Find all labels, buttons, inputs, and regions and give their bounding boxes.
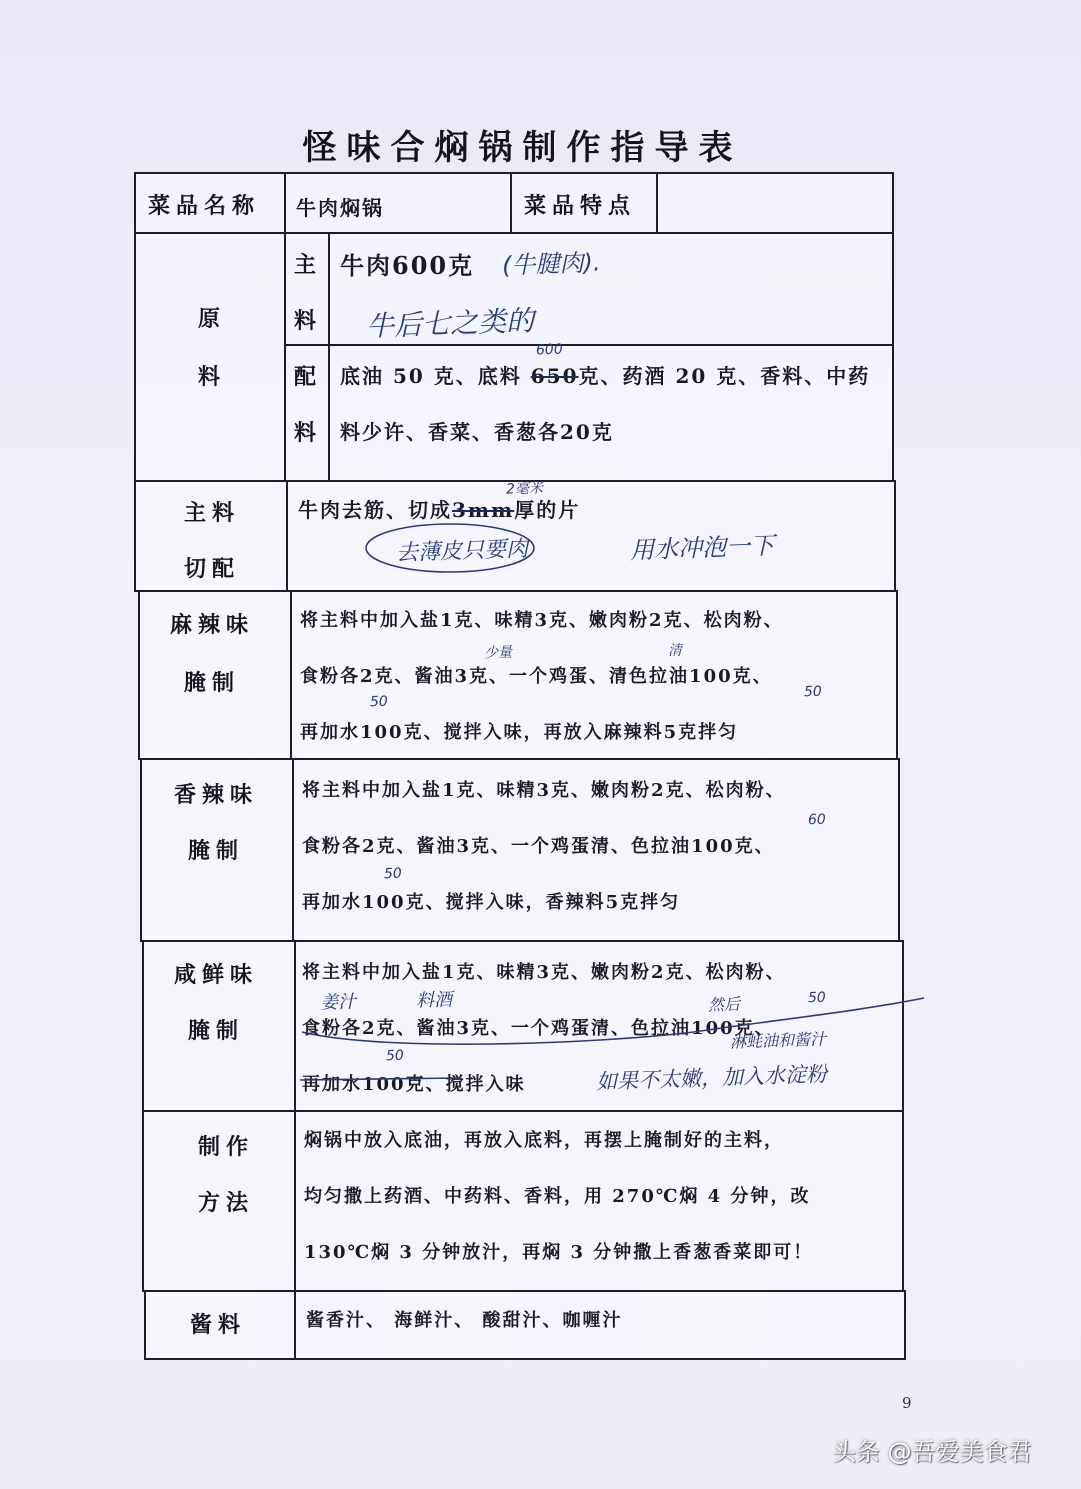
feature-value-cell bbox=[656, 172, 894, 234]
mala-line-3: 再加水100克、搅拌入味，再放入麻辣料5克拌匀 bbox=[300, 722, 739, 743]
method-line-2: 均匀撒上药酒、中药料、香料，用 270℃焖 4 分钟，改 bbox=[304, 1186, 811, 1207]
aux-line-1-part-a: 底油 50 克、底料 bbox=[340, 364, 531, 388]
xianxian-label-2: 腌制 bbox=[188, 1018, 245, 1044]
mala-line-2: 食粉各2克、酱油3克、一个鸡蛋、清色拉油100克、 bbox=[300, 666, 773, 687]
xiangla-handwriting-1: 60 bbox=[807, 811, 827, 829]
main-ingredient-line: 牛肉600克 bbox=[340, 251, 475, 280]
xiangla-label-2: 腌制 bbox=[188, 838, 245, 864]
recipe-table bbox=[134, 172, 904, 1362]
mala-handwriting-4: 50 bbox=[803, 683, 823, 701]
aux-handwriting-600: 600 bbox=[535, 341, 564, 359]
xianxian-line-1: 将主料中加入盐1克、味精3克、嫩肉粉2克、松肉粉、 bbox=[302, 962, 786, 983]
aux-line-1-struck-value: 650 bbox=[530, 364, 579, 388]
mala-handwriting-2: 清 bbox=[667, 642, 683, 660]
xiangla-line-1: 将主料中加入盐1克、味精3克、嫩肉粉2克、松肉粉、 bbox=[302, 780, 786, 801]
page-number: 9 bbox=[902, 1394, 912, 1412]
mala-line-1: 将主料中加入盐1克、味精3克、嫩肉粉2克、松肉粉、 bbox=[300, 610, 784, 631]
aux-ingredient-line-1 bbox=[340, 360, 870, 389]
aux-line-1-part-b: 克、药酒 20 克、香料、中药 bbox=[578, 364, 871, 388]
xianxian-line-3: 再加水100克、搅拌入味 bbox=[302, 1074, 526, 1095]
xianxian-line-2: 食粉各2克、酱油3克、一个鸡蛋清、色拉油100克、 bbox=[302, 1018, 775, 1039]
cutting-label-2: 切配 bbox=[184, 556, 241, 582]
dish-feature-label: 菜品特点 bbox=[524, 193, 637, 219]
cutting-line-part-b: 厚的片 bbox=[514, 498, 581, 522]
xianxian-handwriting-7: 如果不太嫩，加入水淀粉 bbox=[595, 1061, 828, 1095]
cutting-line bbox=[298, 494, 580, 523]
main-ingredient-handwriting-2: 牛后七之类的 bbox=[365, 304, 535, 343]
ingredients-label-2: 料 bbox=[198, 364, 227, 390]
cutting-handwriting-2: 用水冲泡一下 bbox=[629, 531, 775, 565]
xiangla-line-2: 食粉各2克、酱油3克、一个鸡蛋清、色拉油100克、 bbox=[302, 836, 775, 857]
xianxian-handwriting-2: 料酒 bbox=[415, 989, 453, 1012]
method-line-1: 焖锅中放入底油，再放入底料，再摆上腌制好的主料， bbox=[304, 1130, 784, 1151]
mala-handwriting-1: 少量 bbox=[483, 644, 513, 662]
dish-name-label: 菜品名称 bbox=[148, 193, 261, 219]
main-ingredient-label-2: 料 bbox=[294, 308, 323, 334]
source-watermark: 头条 @吾爱美食君 bbox=[832, 1438, 1032, 1466]
xianxian-handwriting-4: 50 bbox=[807, 989, 827, 1007]
method-line-3: 130℃焖 3 分钟放汁，再焖 3 分钟撒上香葱香菜即可！ bbox=[304, 1242, 814, 1263]
aux-ingredient-label-1: 配 bbox=[294, 364, 323, 390]
aux-ingredient-label-2: 料 bbox=[294, 420, 323, 446]
dish-name-value: 牛肉焖锅 bbox=[296, 196, 384, 220]
method-label-2: 方法 bbox=[198, 1190, 255, 1216]
document-title: 怪味合焖锅制作指导表 bbox=[302, 128, 743, 168]
xiangla-line-3: 再加水100克、搅拌入味，香辣料5克拌匀 bbox=[302, 892, 681, 913]
sauce-line: 酱香汁、 海鲜汁、 酸甜汁、咖喱汁 bbox=[306, 1310, 623, 1331]
mala-label-1: 麻辣味 bbox=[170, 612, 255, 638]
xianxian-handwriting-6: 50 bbox=[385, 1047, 405, 1065]
sauce-label: 酱料 bbox=[190, 1312, 247, 1338]
cutting-handwriting-2mm: 2毫米 bbox=[505, 480, 544, 498]
xiangla-label-1: 香辣味 bbox=[174, 782, 259, 808]
cutting-label-1: 主料 bbox=[184, 500, 241, 526]
xianxian-handwriting-5: 淋蚝油和酱汁 bbox=[729, 1029, 827, 1052]
main-ingredient-label-1: 主 bbox=[294, 252, 323, 278]
mala-handwriting-3: 50 bbox=[369, 693, 389, 711]
xianxian-handwriting-3: 然后 bbox=[707, 994, 741, 1015]
mala-label-2: 腌制 bbox=[184, 670, 241, 696]
ingredients-label-1: 原 bbox=[198, 306, 227, 332]
ingredients-label-cell bbox=[134, 232, 286, 482]
cutting-line-part-a: 牛肉去筋、切成 bbox=[298, 498, 452, 522]
main-ingredient-handwriting-1: (牛腱肉). bbox=[501, 248, 601, 280]
aux-ingredient-line-2: 料少许、香菜、香葱各20克 bbox=[340, 420, 614, 444]
xianxian-label-1: 咸鲜味 bbox=[174, 962, 259, 988]
cutting-handwriting-1: 去薄皮只要肉 bbox=[395, 536, 529, 567]
xiangla-handwriting-2: 50 bbox=[383, 865, 403, 883]
cutting-line-struck: 3mm bbox=[452, 498, 515, 522]
method-label-1: 制作 bbox=[198, 1134, 255, 1160]
xianxian-handwriting-1: 姜汁 bbox=[319, 991, 357, 1014]
